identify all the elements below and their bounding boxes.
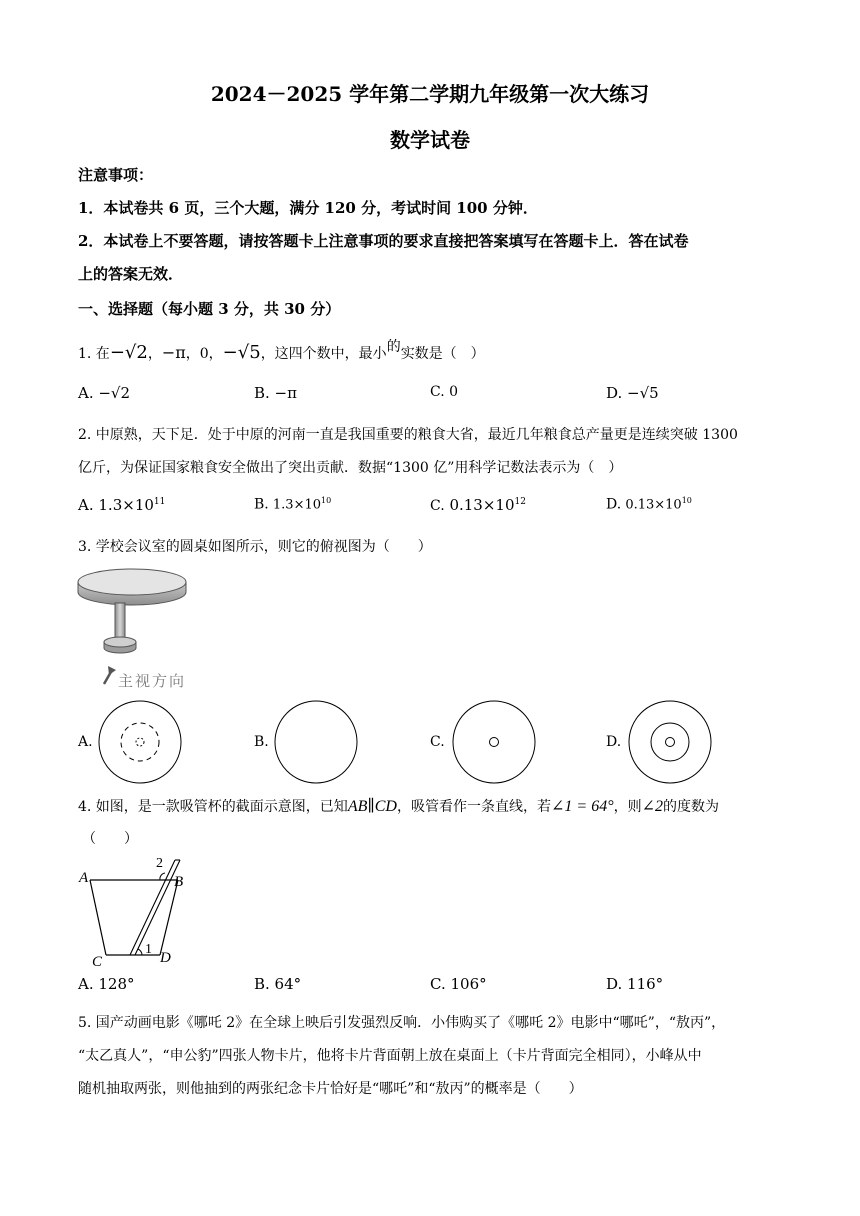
- q1-option-c: C. 0: [430, 384, 459, 400]
- exam-subtitle: 数学试卷: [390, 128, 470, 152]
- q3-option-c-label: C.: [430, 734, 445, 750]
- exponent: 10: [321, 496, 332, 505]
- q5-line-2: “太乙真人”，“申公豹”四张人物卡片，他将卡片背面朝上放在桌面上（卡片背面完全相同），小峰从中: [78, 1048, 702, 1064]
- q1-text-end: 实数是（ ）: [400, 346, 485, 362]
- q1-sep: ，: [147, 346, 162, 362]
- point-c-label: C: [92, 954, 103, 970]
- q4-angle-2: ∠2: [641, 798, 663, 815]
- straw-cup-figure: [76, 852, 196, 972]
- q1-option-d: D. −√5: [606, 384, 659, 402]
- q3-option-d-figure: [628, 700, 712, 784]
- q3-figure-caption: 主视方向: [118, 672, 187, 690]
- q4-line-2: （ ）: [82, 831, 138, 847]
- mantissa: 1.3×10: [272, 497, 321, 513]
- q4-angle-condition: ∠1 = 64°: [550, 798, 614, 815]
- q1-option-b: B. −π: [254, 384, 297, 402]
- q4-option-b: B. 64°: [254, 975, 302, 993]
- q4-text: ，吸管看作一条直线，若: [396, 799, 551, 815]
- exam-title: 2024－2025 学年第二学期九年级第一次大练习: [210, 82, 650, 106]
- angle-2-label: 2: [156, 856, 163, 871]
- point-b-label: B: [174, 874, 184, 890]
- q2-line-2: 亿斤，为保证国家粮食安全做出了突出贡献．数据“1300 亿”用科学记数法表示为（ ）: [78, 460, 623, 476]
- q4-text: 4. 如图，是一款吸管杯的截面示意图，已知: [78, 799, 348, 815]
- q1-sep: ，0，: [185, 346, 223, 362]
- q4-parallel-condition: AB∥CD: [347, 798, 397, 815]
- q4-option-d: D. 116°: [606, 975, 664, 993]
- q2-option-c: [430, 496, 526, 514]
- mantissa: 0.13×10: [625, 497, 682, 513]
- q3-option-b-label: B.: [254, 734, 269, 750]
- q3-option-c-figure: [452, 700, 536, 784]
- exponent: 12: [514, 497, 526, 507]
- notice-item-1: 1．本试卷共 6 页，三个大题，满分 120 分，考试时间 100 分钟．: [78, 199, 538, 217]
- q1-de: 的: [386, 339, 401, 355]
- q3-option-a-figure: [98, 700, 182, 784]
- q1-text: ，这四个数中，最小: [260, 346, 387, 362]
- q2-option-b: [254, 496, 331, 512]
- option-label: D.: [606, 496, 622, 513]
- q4-text: ，则: [613, 799, 642, 815]
- q5-line-1: 5. 国产动画电影《哪吒 2》在全球上映后引发强烈反响．小伟购买了《哪吒 2》电影中“哪吒”，“敖丙”，: [78, 1015, 726, 1031]
- q1-number-1: −√2: [109, 342, 148, 363]
- exponent: 10: [681, 496, 692, 505]
- q2-line-1: 2. 中原熟，天下足．处于中原的河南一直是我国重要的粮食大省，最近几年粮食总产量更是连续突破 1300: [78, 427, 738, 443]
- q1-option-a: A. −√2: [78, 384, 131, 402]
- q4-text: 的度数为: [663, 799, 719, 815]
- exponent: 11: [153, 497, 166, 507]
- notice-item-2-line-2: 上的答案无效．: [78, 265, 184, 283]
- q3-option-d-label: D.: [606, 734, 622, 750]
- q3-option-a-label: A.: [78, 734, 93, 750]
- section-1-heading: 一、选择题（每小题 3 分，共 30 分）: [78, 300, 341, 318]
- q1-number-3: −√5: [222, 342, 261, 363]
- mantissa: 0.13×10: [449, 496, 515, 514]
- q2-option-a: [78, 496, 165, 514]
- question-1: [78, 339, 485, 363]
- notice-heading: 注意事项：: [78, 166, 154, 184]
- q3-option-b-figure: [274, 700, 358, 784]
- view-direction-arrow-icon: [100, 664, 120, 688]
- point-a-label: A: [79, 870, 89, 886]
- q3-text: 3. 学校会议室的圆桌如图所示，则它的俯视图为（ ）: [78, 539, 432, 555]
- q4-option-a: A. 128°: [78, 975, 135, 993]
- q1-prefix: 1. 在: [78, 346, 110, 362]
- notice-item-2-line-1: 2．本试卷上不要答题，请按答题卡上注意事项的要求直接把答案填写在答题卡上．答在试卷: [78, 232, 689, 250]
- q4-option-c: C. 106°: [430, 975, 487, 993]
- option-label: C.: [430, 498, 445, 514]
- q1-number-2: −π: [161, 343, 186, 362]
- q5-line-3: 随机抽取两张，则他抽到的两张纪念卡片恰好是“哪吒”和“敖丙”的概率是（ ）: [78, 1081, 583, 1097]
- round-table-figure: [70, 566, 200, 662]
- option-label: A.: [78, 496, 94, 514]
- point-d-label: D: [160, 950, 171, 966]
- q4-line-1: [78, 796, 719, 816]
- angle-1-label: 1: [145, 942, 152, 957]
- mantissa: 1.3×10: [98, 496, 154, 514]
- q2-option-d: [606, 496, 692, 512]
- option-label: B.: [254, 496, 269, 513]
